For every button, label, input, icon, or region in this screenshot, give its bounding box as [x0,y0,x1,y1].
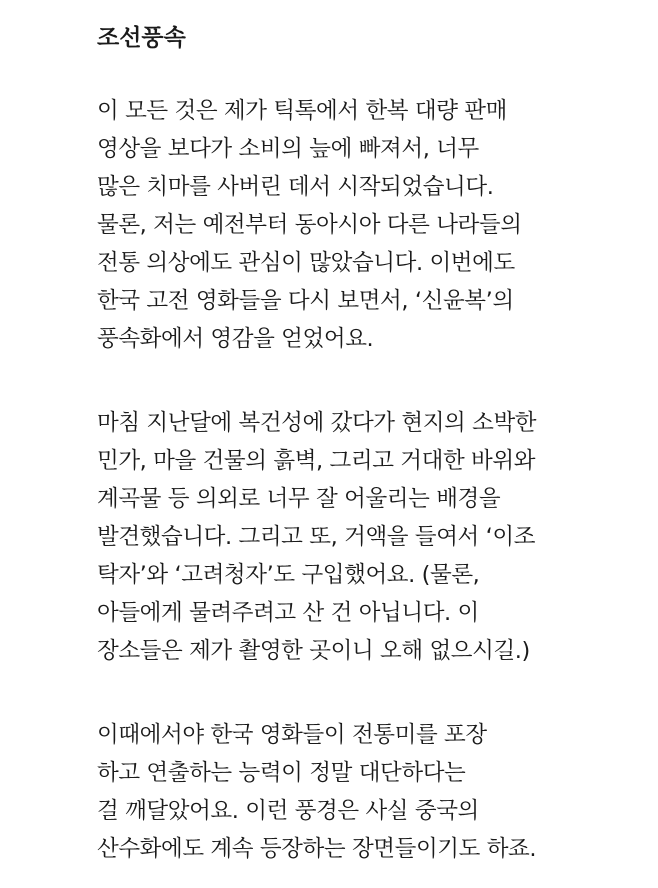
text-line: 아들에게 물려주려고 산 건 아닙니다. 이 [97,600,479,626]
text-line: 물론, 저는 예전부터 동아시아 다른 나라들의 [97,212,522,238]
text-line: 이때에서야 한국 영화들이 전통미를 포장 [97,722,487,748]
text-line: 계곡물 등 의외로 너무 잘 어울리는 배경을 [97,486,501,512]
text-line: 민가, 마을 건물의 흙벽, 그리고 거대한 바위와 [97,448,536,474]
text-line: 한국 고전 영화들을 다시 보면서, ‘신윤복’의 [97,288,514,314]
text-line: 장소들은 제가 촬영한 곳이니 오해 없으시길.) [97,638,530,664]
text-line: 마침 지난달에 복건성에 갔다가 현지의 소박한 [97,410,537,436]
text-line: 영상을 보다가 소비의 늪에 빠져서, 너무 [97,136,479,162]
text-line: 발견했습니다. 그리고 또, 거액을 들여서 ‘이조 [97,524,536,550]
text-line: 산수화에도 계속 등장하는 장면들이기도 하죠. [97,836,537,862]
paragraph-1 [97,92,522,358]
text-line: 많은 치마를 사버린 데서 시작되었습니다. [97,174,494,200]
text-line: 하고 연출하는 능력이 정말 대단하다는 [97,760,466,786]
article-title: 조선풍속 [97,25,186,51]
text-line: 탁자’와 ‘고려청자’도 구입했어요. (물론, [97,562,480,588]
text-line: 전통 의상에도 관심이 많았습니다. 이번에도 [97,250,515,276]
paragraph-2 [97,404,536,670]
text-line: 걸 깨달았어요. 이런 풍경은 사실 중국의 [97,798,479,824]
text-line: 이 모든 것은 제가 틱톡에서 한복 대량 판매 [97,98,507,124]
text-line: 풍속화에서 영감을 얻었어요. [97,326,374,352]
paragraph-3 [97,716,536,868]
